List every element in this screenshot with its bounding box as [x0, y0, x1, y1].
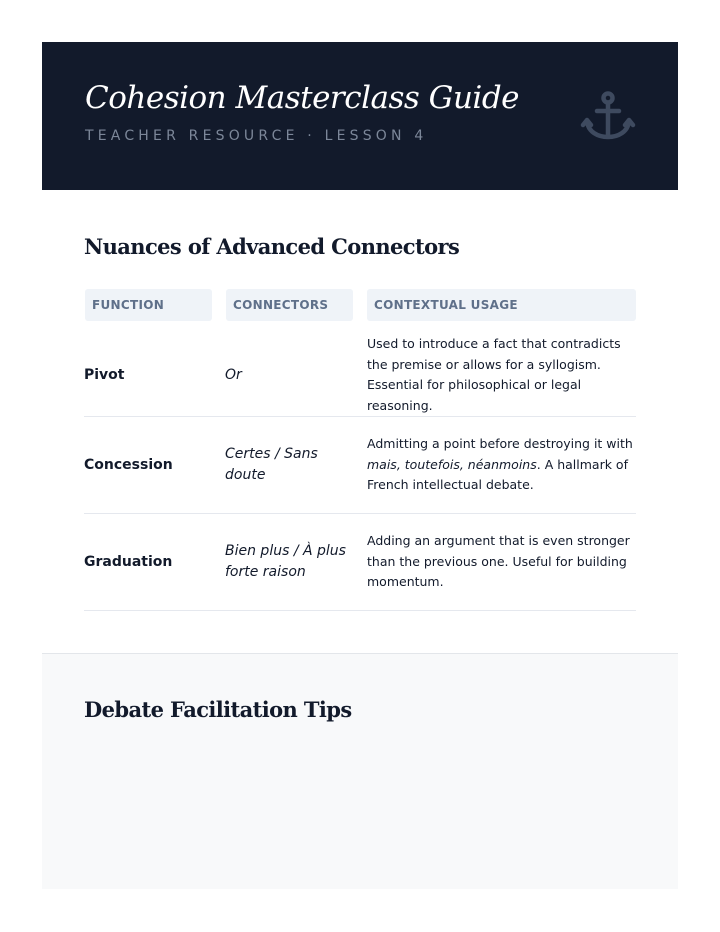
connectors-cell: Or — [225, 366, 242, 383]
usage-text: . A hallmark of French intellectual debate. — [367, 456, 628, 493]
column-header-function: FUNCTION — [85, 289, 212, 321]
table-row — [84, 417, 636, 514]
page-subtitle: TEACHER RESOURCE · LESSON 4 — [85, 128, 428, 144]
table-row — [84, 514, 636, 611]
anchor-icon — [580, 89, 636, 145]
tips-section-title: Debate Facilitation Tips — [84, 697, 352, 722]
connectors-cell: Certes / Sans doute — [225, 446, 318, 483]
table-row — [84, 334, 636, 417]
usage-cell: Used to introduce a fact that contradicts the premise or allows for a syllogism. Essential for philosophical or legal reasoning. — [367, 336, 621, 413]
usage-cell — [367, 417, 639, 513]
column-header-connectors: CONNECTORS — [226, 289, 353, 321]
function-cell: Concession — [84, 457, 173, 473]
tips-section — [42, 653, 678, 889]
function-cell: Graduation — [84, 554, 173, 570]
function-cell: Pivot — [84, 367, 125, 383]
connectors-cell: Bien plus / À plus forte raison — [225, 543, 346, 580]
usage-cell: Adding an argument that is even stronger than the previous one. Useful for building momentum. — [367, 533, 630, 590]
column-header-usage: CONTEXTUAL USAGE — [367, 289, 636, 321]
usage-text: Admitting a point before destroying it with — [367, 436, 633, 452]
connectors-section-title: Nuances of Advanced Connectors — [84, 234, 460, 259]
header-banner — [42, 42, 678, 190]
page-title: Cohesion Masterclass Guide — [85, 80, 520, 116]
usage-connector-examples: mais, toutefois, néanmoins — [367, 456, 537, 472]
